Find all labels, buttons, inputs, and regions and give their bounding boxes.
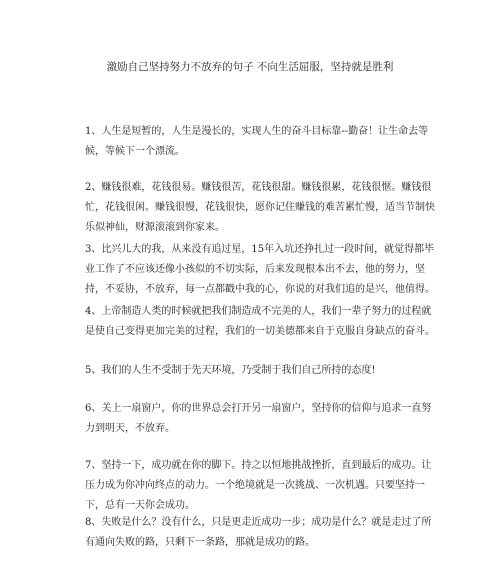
paragraph-5: 5、我们的人生不受制于先天环境，乃受制于我们自己所持的态度! — [85, 365, 376, 376]
document-title: 激励自己坚持努力不放弃的句子 不向生活屈服，坚持就是胜利 — [106, 61, 394, 73]
paragraph-2: 2、赚钱很难，花钱很易。赚钱很苦，花钱很甜。赚钱很累，花钱很惬。赚钱很忙，花钱很闲。赚钱很慢，花钱很快，愿你记住赚钱的难苦累忙慢，适当节制快乐似神仙，财源滚滚到你家来。 — [85, 182, 435, 233]
paragraph-6: 6、关上一扇窗户，你的世界总会打开另一扇窗户，坚持你的信仰与追求一直努力到明天，不放弃。 — [85, 403, 432, 434]
paragraph-4: 4、上帝制造人类的时候就把我们制造成不完美的人，我们一辈子努力的过程就是使自己变得更加完美的过程，我们的一切美德都来自于克服自身缺点的奋斗。 — [85, 306, 435, 337]
paragraph-1: 1、人生是短暂的，人生是漫长的，实现人生的奋斗目标靠--勤奋！让生命去等候，等候下一个漂流。 — [85, 126, 429, 157]
paragraph-8: 8、失败是什么？没有什么，只是更走近成功一步；成功是什么？就是走过了所有通向失败的路，只剩下一条路，那就是成功的路。 — [85, 517, 432, 548]
paragraph-7: 7、坚持一下，成功就在你的脚下。持之以恒地挑战挫折，直到最后的成功。让压力成为你冲向终点的动力。一个绝境就是一次挑战、一次机遇。只要坚持一下，总有一天你会成功。 — [85, 460, 432, 511]
paragraph-3: 3、比兴儿大的我，从来没有追过星，15年入坑还挣扎过一段时间，就觉得都毕业工作了不应该还像小孩似的不切实际，后来发现根本出不去，他的努力，坚持，不妥协，不放弃，每一点都戳中我的心，你说的对我们追的是兴，他值得。 — [85, 244, 435, 295]
